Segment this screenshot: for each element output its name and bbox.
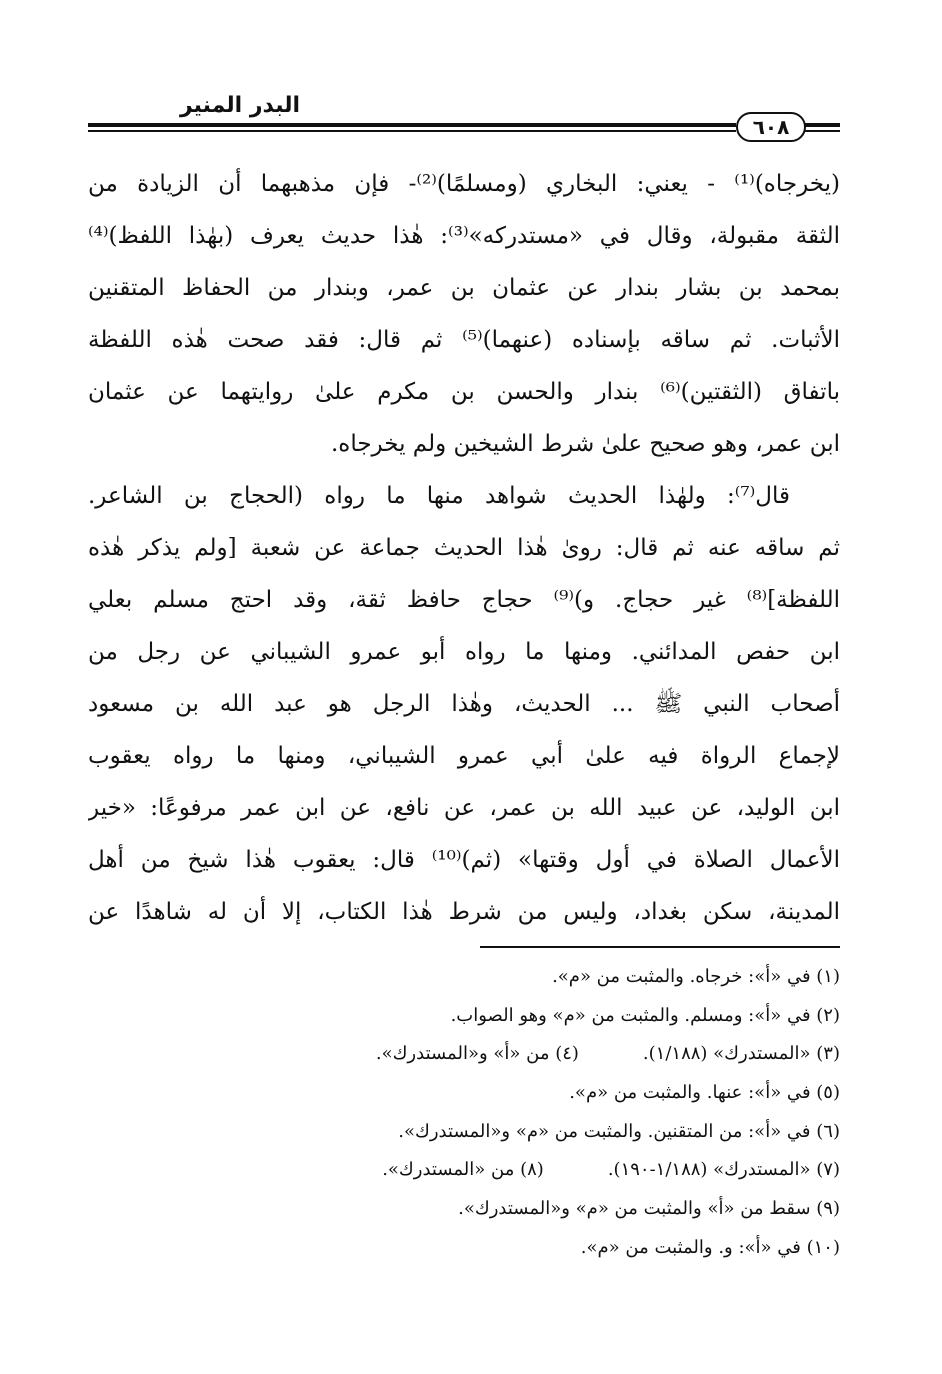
footnote: (٩) سقط من «أ» والمثبت من «م» و«المستدرك». <box>458 1198 840 1220</box>
footnote: (٦) في «أ»: من المتقنين. والمثبت من «م» و«المستدرك». <box>398 1120 840 1142</box>
footnote-separator <box>480 946 840 948</box>
text-line: المدينة، سكن بغداد، وليس من شرط هٰذا الكتاب، إلا أن له شاهدًا عن <box>88 899 840 925</box>
text-line: باتفاق (الثقتين)⁽⁶⁾ بندار والحسن بن مكرم علىٰ روايتهما عن عثمان <box>88 379 840 405</box>
text-line: أصحاب النبي ﷺ ... الحديث، وهٰذا الرجل هو عبد الله بن مسعود <box>88 691 840 717</box>
footnote: (٣) «المستدرك» (١/١٨٨). <box>642 1043 840 1065</box>
text-line: الأعمال الصلاة في أول وقتها» (ثم)⁽¹⁰⁾ قال: يعقوب هٰذا شيخ من أهل <box>88 847 840 873</box>
main-text <box>88 158 840 938</box>
text-line: ثم ساقه عنه ثم قال: رویٰ هٰذا الحديث جماعة عن شعبة [ولم يذكر هٰذه <box>88 535 840 561</box>
footnote-row <box>88 1151 840 1190</box>
text-line: ابن الوليد، عن عبيد الله بن عمر، عن نافع، عن ابن عمر مرفوعًا: «خير <box>88 795 840 821</box>
text-line: الأثبات. ثم ساقه بإسناده (عنهما)⁽⁵⁾ ثم قال: فقد صحت هٰذه اللفظة <box>88 327 840 353</box>
footnote: (٥) في «أ»: عنها. والمثبت من «م». <box>569 1082 840 1104</box>
text-line: لإجماع الرواة فيه علىٰ أبي عمرو الشيباني، ومنها ما رواه يعقوب <box>88 743 840 769</box>
text-line: الثقة مقبولة، وقال في «مستدركه»⁽³⁾: هٰذا حديث يعرف (بهٰذا اللفظ)⁽⁴⁾ <box>88 223 840 249</box>
footnote: (٤) من «أ» و«المستدرك». <box>375 1043 579 1065</box>
header-rule-right <box>804 123 840 127</box>
header-rule <box>88 123 736 127</box>
footnotes <box>88 958 840 1268</box>
footnote: (٨) من «المستدرك». <box>382 1159 544 1181</box>
page-number-frame <box>736 112 806 142</box>
footnote: (٧) «المستدرك» (١/١٨٨-١٩٠). <box>607 1159 840 1181</box>
footnote-row <box>88 1035 840 1074</box>
text-line: بمحمد بن بشار بندار عن عثمان بن عمر، وبندار من الحفاظ المتقنين <box>88 275 840 301</box>
text-line: قال⁽⁷⁾: ولهٰذا الحديث شواهد منها ما رواه (الحجاج بن الشاعر. <box>88 483 790 509</box>
text-line: (يخرجاه)⁽¹⁾ - يعني: البخاري (ومسلمًا)⁽²⁾- فإن مذهبهما أن الزيادة من <box>88 171 840 197</box>
text-line: ابن حفص المدائني. ومنها ما رواه أبو عمرو الشيباني عن رجل من <box>88 639 840 665</box>
header-rule-thin <box>88 130 736 132</box>
text-line: اللفظة]⁽⁸⁾ غير حجاج. و)⁽⁹⁾ حجاج حافظ ثقة، وقد احتج مسلم بعلي <box>88 587 840 613</box>
header-rule-right-thin <box>804 130 840 132</box>
running-title: البدر المنير <box>180 93 301 118</box>
footnote: (١) في «أ»: خرجاه. والمثبت من «م». <box>552 966 840 987</box>
text-line: ابن عمر، وهو صحيح علىٰ شرط الشيخين ولم يخرجاه. <box>330 431 840 457</box>
footnote: (١٠) في «أ»: و. والمثبت من «م». <box>580 1236 840 1258</box>
page-header <box>88 92 840 144</box>
page-number: ٦٠٨ <box>752 115 790 139</box>
footnote: (٢) في «أ»: ومسلم. والمثبت من «م» وهو الصواب. <box>450 1004 840 1026</box>
